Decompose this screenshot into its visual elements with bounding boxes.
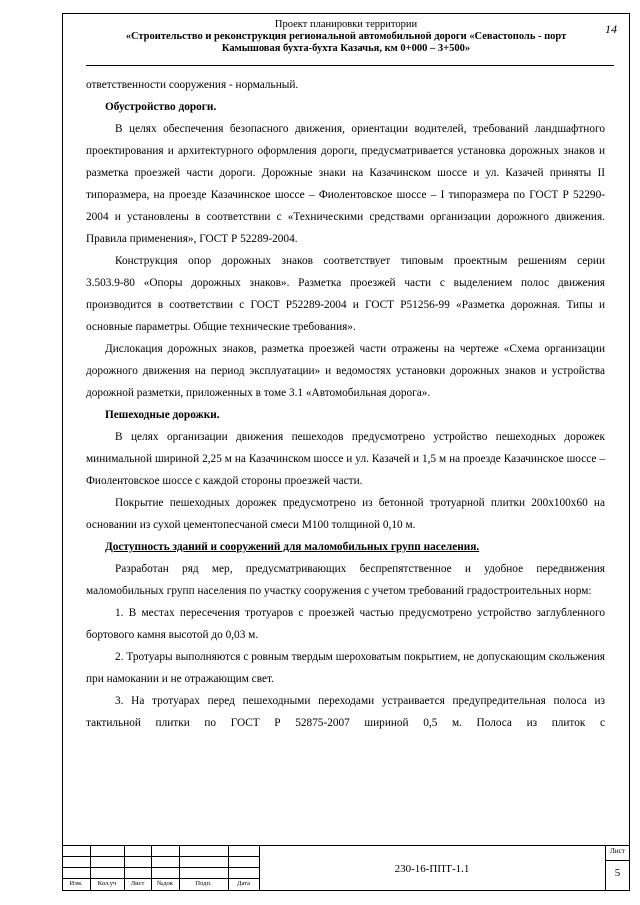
list-item: 3. На тротуарах перед пешеходными переходами устраивается предупредительная полоса из тактильной плитки по ГОСТ Р 52875-2007 шириной 0,5 м. Полоса из плиток с <box>86 695 605 729</box>
sheet-label: Лист <box>610 847 625 855</box>
page-number: 5 <box>614 867 621 879</box>
paragraph: В целях обеспечения безопасного движения, ориентации водителей, требований ландшафтного проектирования и архитектурного оформления дороги, предусматривается установка дорожных знаков и разметка проезжей части дороги. Дорожные знаки на Казачинском шоссе и ул. Казачей приняты II типоразмера, на проезде Казачинское шоссе – Фиолентовское шоссе – I типоразмера по ГОСТ Р 52290-2004 и установлены в соответствии с «Техническими средствами организации дорожного движения. Правила применения», ГОСТ Р 52289-2004. <box>86 123 605 245</box>
header-project-subtitle: Камышовая бухта-бухта Казачья, км 0+000 – 3+500» <box>221 43 471 54</box>
page-header <box>62 13 630 68</box>
title-block-stamp <box>62 845 630 891</box>
document-code: 230-16-ППТ-1.1 <box>394 863 470 875</box>
section-heading-accessibility: Доступность зданий и сооружений для маломобильных групп населения. <box>105 541 480 553</box>
stamp-label-ndok: №док <box>157 880 173 887</box>
paragraph: Разработан ряд мер, предусматривающих беспрепятственное и удобное передвижения маломобильных групп населения по участку сооружения с учетом требований градостроительных норм: <box>86 563 605 597</box>
stamp-label-kol-uch: Кол.уч <box>97 880 117 887</box>
paragraph-continuation: ответственности сооружения - нормальный. <box>86 79 299 91</box>
stamp-label-izm: Изм. <box>69 880 83 887</box>
sheet-corner-number: 14 <box>605 22 617 36</box>
header-divider <box>86 65 614 66</box>
stamp-label-list: Лист <box>130 880 145 887</box>
list-item: 2. Тротуары выполняются с ровным твердым шероховатым покрытием, не допускающим скольжения при намокании и не отражающим свет. <box>86 651 605 685</box>
section-heading-pedestrian-paths: Пешеходные дорожки. <box>105 409 220 421</box>
header-project-type: Проект планировки территории <box>274 19 418 30</box>
list-item: 1. В местах пересечения тротуаров с проезжей частью предусмотрено устройство заглубленного бортового камня высотой до 0,03 м. <box>86 607 605 641</box>
document-body <box>86 74 605 734</box>
paragraph: Конструкция опор дорожных знаков соответствует типовым проектным решениям серии <box>115 255 605 267</box>
paragraph: В целях организации движения пешеходов предусмотрено устройство пешеходных дорожек минимальной шириной 2,25 м на Казачинском шоссе и ул. Казачей и 1,5 м на проезде Казачинское шоссе – Фиолентовское шоссе с каждой стороны проезжей части. <box>86 431 605 487</box>
header-project-title: «Строительство и реконструкция региональной автомобильной дороги «Севастополь - порт <box>125 31 567 42</box>
paragraph: Дислокация дорожных знаков, разметка проезжей части отражены на чертеже «Схема организации дорожного движения на период эксплуатации» и ведомостях установки дорожных знаков и устройства дорожной разметки, приложенных в томе 3.1 «Автомобильная дорога». <box>86 343 605 399</box>
paragraph: Покрытие пешеходных дорожек предусмотрено из бетонной тротуарной плитки 200х100х60 на основании из сухой цементопесчаной смеси М100 толщиной 0,10 м. <box>86 497 605 531</box>
stamp-label-data: Дата <box>237 880 250 887</box>
stamp-label-podp: Подп. <box>195 880 212 887</box>
section-heading-road-equipment: Обустройство дороги. <box>105 101 217 113</box>
paragraph: 3.503.9-80 «Опоры дорожных знаков». Разметка проезжей части с выделением полос движения производится в соответствии с ГОСТ Р52289-2004 и ГОСТ Р51256-99 «Разметка дорожная. Типы и основные параметры. Общие технические требования». <box>86 277 605 333</box>
